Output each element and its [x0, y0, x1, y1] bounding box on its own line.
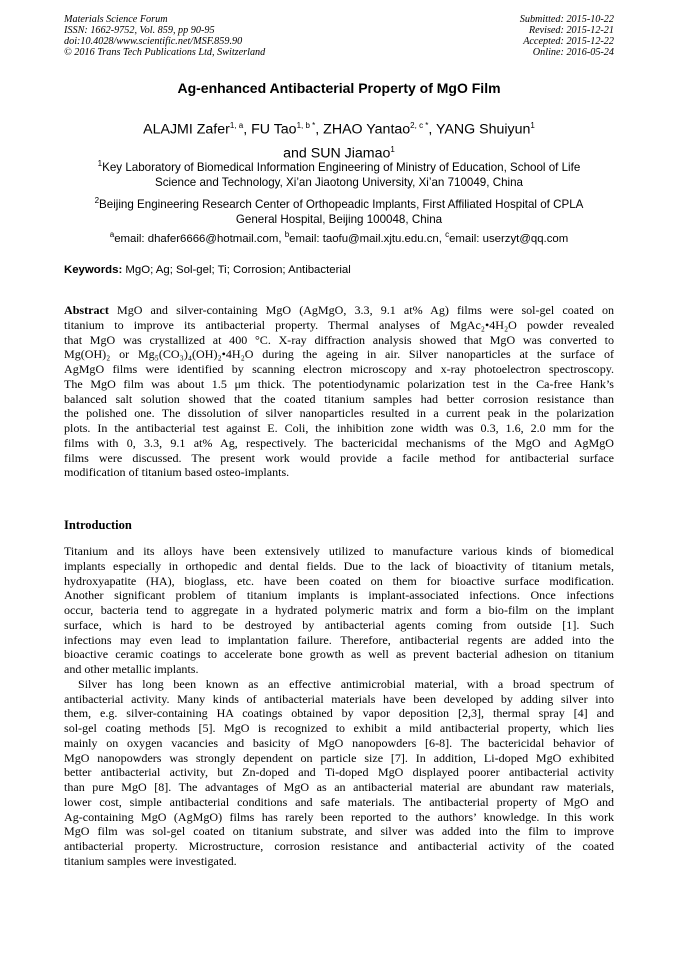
author-line-1: [64, 116, 614, 140]
author-superscript: 1: [530, 121, 535, 130]
intro-line: antibacterial property. Microstructure, corrosion resistance and antibacterial activity of the coated: [64, 839, 614, 853]
intro-line: bioactive ceramic coatings to accelerate bone growth as well as prevent bacterial adhesion on titanium: [64, 647, 614, 662]
author-name: SUN Jiamao: [310, 145, 391, 162]
intro-line: infections may even lead to implantation failure. Therefore, antibacterial regents are added into the: [64, 632, 614, 647]
intro-line: sol-gel coating methods [5]. MgO is recognized to exhibit a mild antibacterial property, which lies: [64, 721, 614, 735]
email-list: [64, 230, 614, 245]
author-separator: ,: [315, 121, 324, 138]
doi-line: doi:10.4028/www.scientific.net/MSF.859.90: [64, 36, 243, 47]
online-date: Online: 2016-05-24: [532, 47, 614, 58]
abstract-line: films with 0, 3.3, 9.1 at% Ag, respectively. The bactericidal mechanisms of the MgO and AgMgO: [64, 435, 614, 450]
journal-header-left: [64, 14, 265, 58]
intro-line: Titanium and its alloys have been extensively utilized to manufacture various kinds of biomedical: [64, 544, 614, 558]
abstract-line: AgMgO films were identified by scanning electron microscopy and x-ray photoelectron spectroscopy.: [64, 362, 614, 376]
abstract-text: MgO and silver-containing MgO (AgMgO, 3.3, 9.1 at% Ag) films were sol-gel coated on: [108, 303, 614, 317]
intro-line: implants especially in orthopedic and dental fields. Due to the lack of bioactivity of titanium metals,: [64, 558, 614, 573]
journal-name: Materials Science Forum: [64, 14, 168, 25]
abstract-line: plots. In the antibacterial test against E. Coli, the inhibition zone width was 0.3, 1.6, 2.0 mm for the: [64, 421, 614, 435]
abstract-label: Abstract: [64, 303, 109, 317]
intro-line: MgO film was sol-gel coated on titanium substrate, and silver was added into the film to improve: [64, 824, 614, 839]
author-superscript: 2, c *: [410, 121, 429, 130]
affiliation-text: Key Laboratory of Biomedical Information Engineering of Ministry of Education, School of Life: [102, 160, 581, 174]
intro-line: better antibacterial activity, but Zn-doped and Ti-doped MgO displayed poorer antibacterial activity: [64, 765, 614, 780]
intro-line: occur, bacteria tend to aggregate in a hydrated polymeric matrix and form a bio-film on the implant: [64, 603, 614, 617]
author-name: ZHAO Yantao: [323, 121, 411, 138]
affiliation-text: Science and Technology, Xi’an Jiaotong University, Xi’an 710049, China: [154, 175, 523, 189]
intro-line: Ag-containing MgO (AgMgO) films has rarely been reported to the authors’ knowledge. In this work: [64, 809, 614, 824]
abstract-line: Mg(OH)₂ or Mg₅(CO₃)₄(OH)₂•4H₂O during the ageing in air. Silver nanoparticles at the surface of: [64, 347, 614, 362]
revised-date: Revised: 2015-12-21: [528, 25, 614, 36]
introduction-body: [64, 544, 614, 869]
email-superscript: c: [445, 230, 450, 239]
email-c: email: userzyt@qq.com: [449, 232, 569, 245]
copyright-line: © 2016 Trans Tech Publications Ltd, Switzerland: [64, 47, 266, 58]
intro-line: them, e.g. silver-containing HA coatings obtained by vapor deposition [2,3], thermal spray [4] and: [64, 706, 614, 721]
abstract-line: [64, 303, 614, 318]
accepted-date: Accepted: 2015-12-22: [523, 36, 614, 47]
author-name: FU Tao: [251, 121, 297, 138]
author-superscript: 1, a: [229, 121, 244, 130]
email-b: email: taofu@mail.xjtu.edu.cn,: [289, 232, 446, 245]
section-heading-introduction: Introduction: [64, 518, 132, 532]
affiliation-2: [64, 193, 614, 227]
author-name: YANG Shuiyun: [436, 121, 531, 138]
affiliation-text: Beijing Engineering Research Center of Orthopeadic Implants, First Affiliated Hospital of CPLA: [99, 197, 584, 211]
author-separator: ,: [243, 121, 252, 138]
issn-line: ISSN: 1662-9752, Vol. 859, pp 90-95: [64, 25, 215, 36]
abstract-line: the polished one. The dissolution of silver nanoparticles resulted in a current peak in the polarization: [64, 406, 614, 421]
email-superscript: b: [284, 230, 290, 239]
intro-line: antibacterial activity. Many kinds of antibacterial materials have been developed by adding silver into: [64, 691, 614, 706]
submitted-date: Submitted: 2015-10-22: [519, 14, 614, 25]
abstract-line: that MgO was crystallized at 400 °C. X-ray diffraction analysis showed that MgO was converted to: [64, 332, 614, 347]
intro-line: Silver has long been known as an effective antimicrobial material, with a broad spectrum of: [78, 676, 614, 691]
abstract-line: The MgO film was about 1.5 μm thick. The potentiodynamic polarization test in the Ca-free Hank’s: [64, 376, 614, 391]
affiliation-number: 1: [97, 159, 103, 168]
author-superscript: 1, b *: [296, 121, 316, 130]
affiliation-1: [64, 156, 614, 190]
paper-title: Ag-enhanced Antibacterial Property of MgO Film: [177, 80, 501, 96]
intro-line: titanium samples were investigated.: [64, 853, 237, 868]
email-a: email: dhafer6666@hotmail.com,: [114, 232, 285, 245]
author-superscript: 1: [390, 144, 395, 154]
author-separator: ,: [428, 121, 437, 138]
author-connector: and: [283, 145, 311, 162]
abstract-line: titanium to improve its antibacterial property. Thermal analyses of MgAc₂•4H₂O powder revealed: [64, 317, 614, 332]
intro-line: surface, which is hard to be destroyed by antibacterial agents coming from outside [1]. Such: [64, 617, 614, 632]
email-superscript: a: [109, 230, 115, 239]
journal-header-right: [520, 14, 614, 58]
intro-line: and other metallic implants.: [64, 662, 199, 676]
author-name: ALAJMI Zafer: [143, 121, 230, 138]
keywords: [64, 264, 614, 276]
intro-line: than pure MgO [8]. The advantages of MgO as an antibacterial material are abundant raw materials,: [64, 780, 614, 794]
keywords-label: Keywords:: [64, 264, 123, 276]
intro-line: lower cost, simple antibacterial conditions and safe materials. The antibacterial property of MgO and: [64, 794, 614, 809]
abstract-line: modification of titanium based osteo-implants.: [64, 465, 290, 480]
intro-line: Another significant problem of titanium implants is implant-associated infections. Once infections: [64, 588, 614, 603]
abstract: [64, 303, 614, 480]
affiliation-text: General Hospital, Beijing 100048, China: [235, 212, 443, 226]
affiliation-number: 2: [94, 196, 100, 205]
abstract-line: balanced salt solution showed that the coated titanium samples had better corrosion resistance than: [64, 391, 614, 406]
abstract-line: films were discussed. The present work would provide a facile method for antibacterial surface: [64, 450, 614, 465]
intro-line: MgO nanopowders was strongly dependent on particle size [7]. In addition, Li-doped MgO exhibited: [64, 750, 614, 765]
intro-line: hydroxyapatite (HA), bioglass, etc. have been coated on them for bioactive surface modification.: [64, 573, 614, 588]
keywords-text: MgO; Ag; Sol-gel; Ti; Corrosion; Antibacterial: [122, 264, 351, 276]
intro-line: mainly on oxygen vacancies and basicity of MgO nanopowders [6-8]. The bactericidal behavior of: [64, 735, 614, 750]
